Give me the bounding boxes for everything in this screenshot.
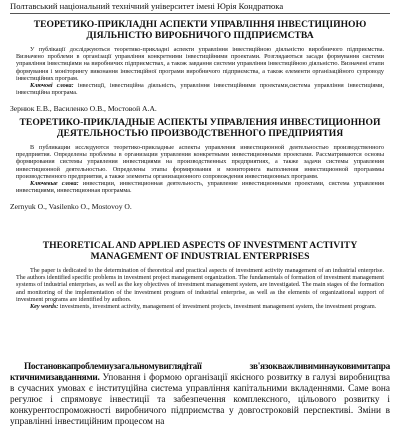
section-title: ТЕОРЕТИКО-ПРИКЛАДНЫЕ АСПЕКТЫ УПРАВЛЕНИЯ ИНВЕСТИЦИОННОЙ ДЕЯТЕЛЬНОСТЬЮ ПРОИЗВОДСТВЕННОГО ПРЕДПРИЯТИЯ xyxy=(19,118,381,139)
body-text: Уповання і формою організації якісного розвитку в галузі виробництва в сучасних умовах є інституційна система управління капітальними вкладеннями. Саме вона регулює і спрямовує інвестиції та забезпечення комплексного, цільового розвитку і конкурентоспроможності виробничого підприємства у довгостроковій перспективі. Зміни в управлінні інвестиційним процесом на xyxy=(10,373,390,427)
keywords-label: Ключевые слова: xyxy=(30,180,79,188)
section-russian xyxy=(10,118,390,241)
section-abstract: У публікації досліджуються теоретико-прикладні аспекти управління інвестиційною діяльністю виробничого підприємства. Визначено проблеми в організації управління конкретними інвестиційними проектами. Розглядаються засади формування системи управління інвестиціями на виробничих підприємствах, а також завдання системи управління інвестиційною діяльністю. Визначені етапи формування і моніторингу виконання інвестиційної програми виробничого підприємства, а також елементи організаційного супроводу інвестиційних програм. xyxy=(16,46,384,82)
section-title: THEORETICAL AND APPLIED ASPECTS OF INVESTMENT ACTIVITY MANAGEMENT OF INDUSTRIAL ENTERPRISES xyxy=(42,241,358,262)
keywords-label: Ключові слова: xyxy=(30,82,74,90)
section-keywords xyxy=(16,180,384,194)
section-abstract: В публикации исследуются теоретико-прикладные аспекты управления инвестиционной деятельностью производственного предприятия. Определены проблемы в организации управления конкретными инвестиционными проектами. Рассматриваются основы формирования системы управления инвестициями на производственных предприятиях, а также задачи системы управления инвестиционной деятельностью. Определены этапы формирования и мониторинга выполнения инвестиционной программы производственного предприятия, а также элементы организационного сопровождения инвестиционных программ. xyxy=(16,144,384,180)
section-ukrainian xyxy=(10,20,390,118)
section-keywords xyxy=(16,82,384,96)
running-header: Полтавський національний технічний університет імені Юрія Кондратюка xyxy=(10,0,390,14)
keywords-text: інвестиції, інвестиційна діяльність, управління інвестиційними проектами,система управління інвестиціями, інвестиційна програма. xyxy=(16,82,385,97)
problem-statement-heading: Постановкапроблемиузагальномувиглядітаїї зв'язокважливиминауковимитапра ктичнимизавданнями. xyxy=(10,362,390,383)
authors-line: Зернюк Е.В., Василенко О.В., Мостовой А.А. xyxy=(10,104,157,114)
keywords-label: Key words: xyxy=(30,303,59,311)
section-abstract: The paper is dedicated to the determination of theoretical and practical aspects of investment activity management of an industrial enterprise. The authors identified specific problems in investment project management organization. The fundamentals of formation of investment management systems of industrial enterprises, as well as the key objectives of investment management system, are investigated. The main stages of the formation and monitoring of the implementation of the investment program of industrial enterprise, as well as the elements of organizational support of investment programs are identified by authors. xyxy=(16,267,384,303)
authors-line: Zernyuk O., Vasilenko O., Mostovoy O. xyxy=(10,202,132,212)
section-english xyxy=(10,241,390,354)
keywords-text: инвестиции, инвестиционная деятельность, управление инвестиционными проектами, система управления инвестициями, инвестиционная программа. xyxy=(16,180,385,195)
body-paragraph xyxy=(10,362,390,428)
keywords-text: investments, investment activity, management of investment projects, investment management system, the investment program. xyxy=(59,303,377,311)
section-keywords xyxy=(16,303,384,310)
section-title: ТЕОРЕТИКО-ПРИКЛАДНІ АСПЕКТИ УПРАВЛІННЯ ІНВЕСТИЦІЙНОЮ ДІЯЛЬНІСТЮ ВИРОБНИЧОГО ПІДПРИЄМСТВА xyxy=(33,20,367,41)
